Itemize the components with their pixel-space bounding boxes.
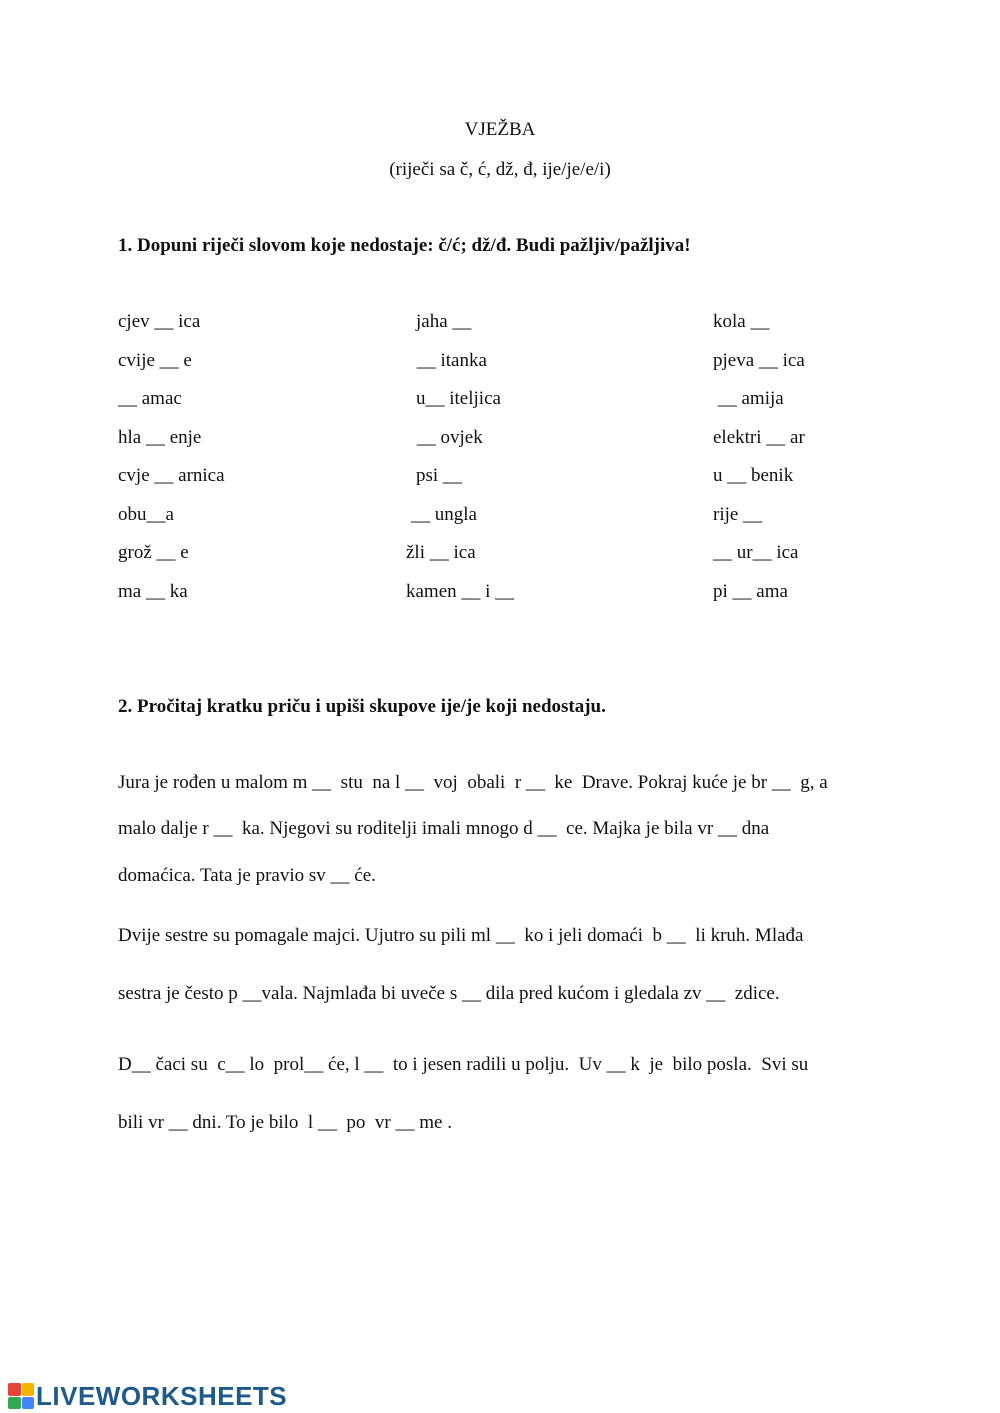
- word-item: __ amija: [713, 388, 784, 409]
- word-item: u__ iteljica: [416, 388, 501, 409]
- task1-heading: 1. Dopuni riječi slovom koje nedostaje: č/ć; dž/đ. Budi pažljiv/pažljiva!: [118, 235, 691, 256]
- story-line: malo dalje r __ ka. Njegovi su roditelji imali mnogo d __ ce. Majka je bila vr __ dna: [118, 818, 770, 839]
- word-item: cjev __ ica: [118, 311, 201, 332]
- word-item: __ ungla: [411, 504, 477, 525]
- word-item: u __ benik: [713, 465, 794, 486]
- story-line: sestra je često p __vala. Najmlađa bi uveče s __ dila pred kućom i gledala zv __ zdice.: [118, 983, 780, 1004]
- word-item: grož __ e: [118, 542, 189, 563]
- story-line: bili vr __ dni. To je bilo l __ po vr __ me .: [118, 1112, 452, 1133]
- word-item: kola __: [713, 311, 770, 332]
- word-item: __ ur__ ica: [713, 542, 799, 563]
- task2-heading: 2. Pročitaj kratku priču i upiši skupove ije/je koji nedostaju.: [118, 696, 606, 717]
- word-item: ma __ ka: [118, 581, 188, 602]
- word-item: kamen __ i __: [406, 581, 515, 602]
- word-item: cvije __ e: [118, 350, 192, 371]
- word-item: elektri __ ar: [713, 427, 805, 448]
- worksheet-subtitle: (riječi sa č, ć, dž, đ, ije/je/e/i): [389, 159, 611, 180]
- story-line: domaćica. Tata je pravio sv __ će.: [118, 865, 376, 886]
- word-item: pi __ ama: [713, 581, 788, 602]
- logo-square: [8, 1397, 21, 1410]
- word-item: žli __ ica: [406, 542, 476, 563]
- logo-mark-icon: [8, 1383, 34, 1409]
- word-item: psi __: [416, 465, 462, 486]
- word-item: jaha __: [416, 311, 472, 332]
- logo-text: LIVEWORKSHEETS: [36, 1380, 288, 1411]
- word-item: __ itanka: [412, 350, 487, 371]
- word-item: rije __: [713, 504, 763, 525]
- story-line: Jura je rođen u malom m __ stu na l __ voj obali r __ ke Drave. Pokraj kuće je br __ g, a: [118, 772, 828, 793]
- logo-square: [8, 1383, 21, 1396]
- liveworksheets-logo: [8, 1381, 287, 1411]
- word-item: __ amac: [118, 388, 182, 409]
- worksheet-title: VJEŽBA: [464, 119, 536, 140]
- story-line: D__ čaci su c__ lo prol__ će, l __ to i jesen radili u polju. Uv __ k je bilo posla. Svi su: [118, 1054, 809, 1075]
- word-item: pjeva __ ica: [713, 350, 805, 371]
- logo-square: [22, 1397, 35, 1410]
- word-item: __ ovjek: [412, 427, 483, 448]
- logo-square: [22, 1383, 35, 1396]
- word-item: hla __ enje: [118, 427, 202, 448]
- word-item: cvje __ arnica: [118, 465, 225, 486]
- word-item: obu__a: [118, 504, 174, 525]
- story-line: Dvije sestre su pomagale majci. Ujutro su pili ml __ ko i jeli domaći b __ li kruh. Mlađa: [118, 925, 804, 946]
